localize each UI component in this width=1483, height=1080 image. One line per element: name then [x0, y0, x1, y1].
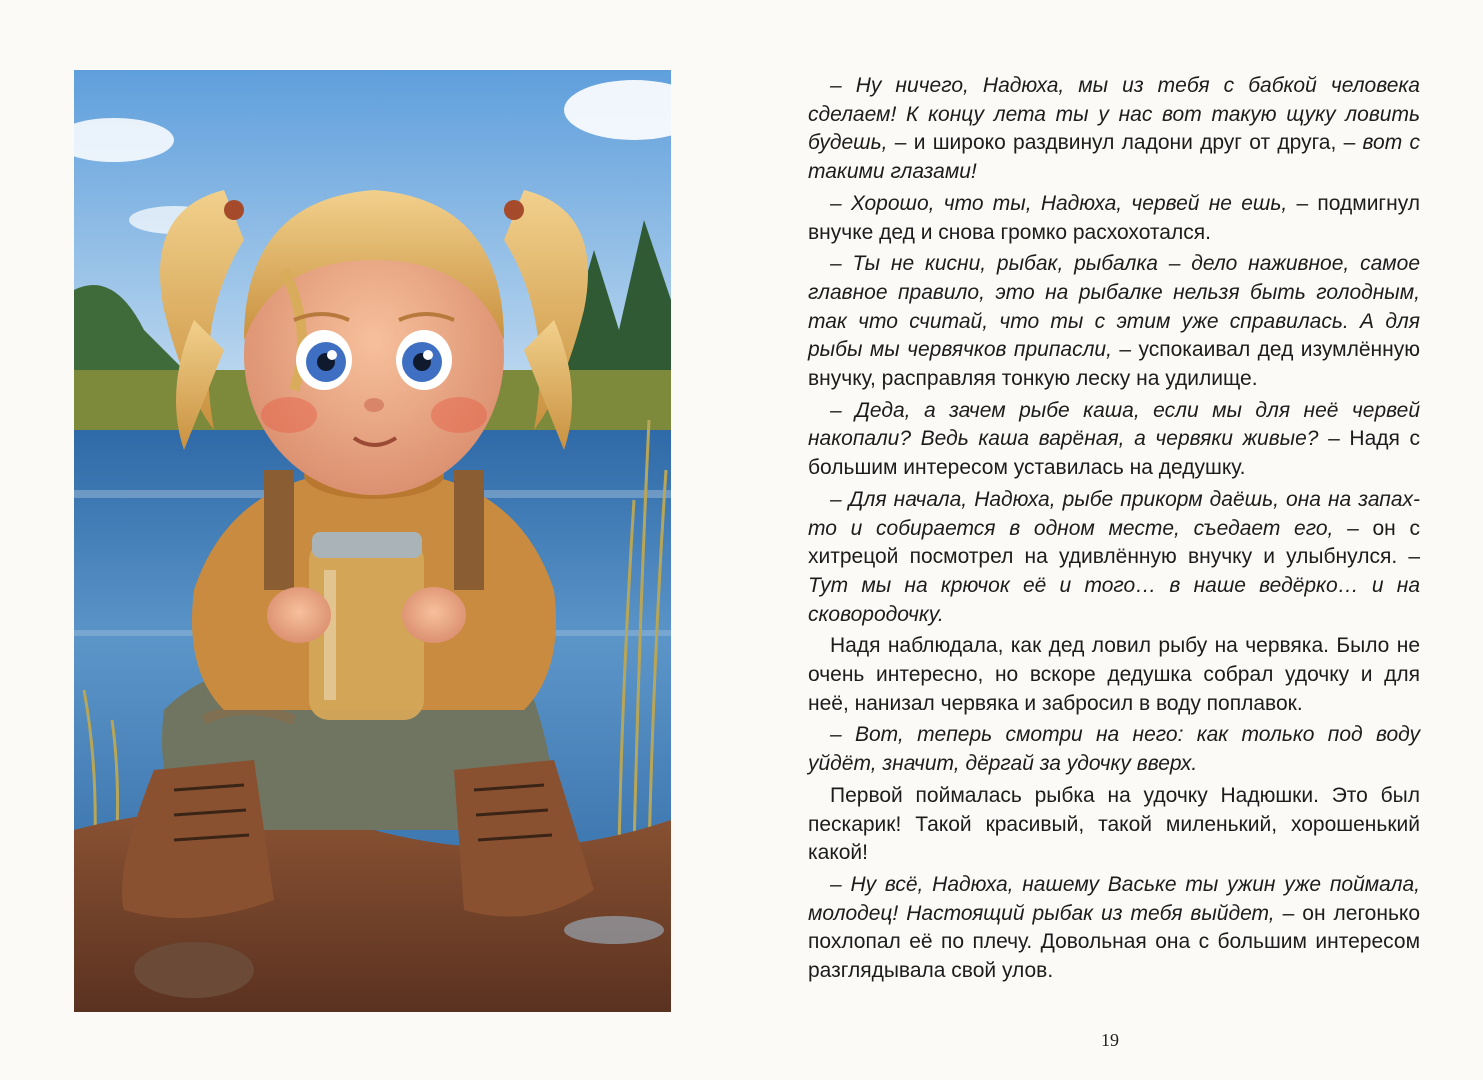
narration-text: Надя наблюдала, как дед ловил рыбу на червяка. Было не очень интересно, но вскоре дедушка собрал удочку и для неё, нанизал червяка и забросил в воду поплавок.: [808, 634, 1420, 715]
narration-text: – он легонько похлопал её по плечу. Довольная она с большим интересом разглядывала свой улов.: [808, 901, 1420, 983]
story-paragraph: [808, 632, 1420, 718]
story-paragraph: [808, 486, 1420, 630]
dialogue-text: – Хорошо, что ты, Надюха, червей не ешь,: [830, 191, 1288, 215]
dialogue-text: – Вот, теперь смотри на него: как только под воду уйдёт, значит, дёргай за удочку вверх.: [808, 723, 1420, 776]
story-text: [808, 72, 1420, 986]
illustration-girl-with-jar: [74, 70, 671, 1012]
narration-text: – подмигнул внучке дед и снова громко расхохотался.: [808, 191, 1420, 244]
story-paragraph: [808, 871, 1420, 986]
dialogue-text: – Ну ничего, Надюха, мы из тебя с бабкой человека сделаем! К концу лета ты у нас вот такую щуку ловить будешь,: [808, 74, 1420, 155]
dialogue-text: – Ну всё, Надюха, нашему Ваське ты ужин уже поймала, молодец! Настоящий рыбак из тебя выйдет,: [808, 872, 1420, 925]
story-paragraph: [808, 190, 1420, 247]
narration-text: – Надя с большим интересом уставилась на дедушку.: [808, 427, 1421, 480]
page-number: 19: [1101, 1030, 1119, 1050]
illustration-drawing: [74, 70, 671, 1012]
story-paragraph: [808, 721, 1420, 778]
dialogue-text: – Деда, а зачем рыбе каша, если мы для неё червей накопали? Ведь каша варёная, а червяки живые?: [808, 398, 1420, 451]
dialogue-text: – Для начала, Надюха, рыбе прикорм даёшь, она на запах-то и собирается в одном месте, съедает его,: [808, 487, 1420, 540]
narration-text: – он с хитрецой посмотрел на удивлённую внучку и улыбнулся. –: [808, 516, 1420, 569]
story-paragraph: [808, 250, 1420, 394]
narration-text: – и широко раздвинул ладони друг от друга, –: [887, 131, 1363, 155]
dialogue-text: – Ты не кисни, рыбак, рыбалка – дело наживное, самое главное правило, это на рыбалке нельзя быть голодным, так что считай, что ты с этим уже справилась. А для рыбы мы червячков припасли,: [808, 252, 1420, 362]
narration-text: – успокаивал дед изумлённую внучку, расправляя тонкую леску на удилище.: [808, 338, 1420, 391]
story-paragraph: [808, 72, 1420, 187]
dialogue-text: вот с такими глазами!: [808, 131, 1420, 184]
dialogue-text: Тут мы на крючок её и того… в наше ведёрко… и на сковородочку.: [808, 573, 1420, 626]
story-paragraph: [808, 782, 1420, 868]
narration-text: Первой поймалась рыбка на удочку Надюшки. Это был пескарик! Такой красивый, такой миленький, хорошенький какой!: [808, 783, 1420, 865]
story-paragraph: [808, 397, 1420, 483]
